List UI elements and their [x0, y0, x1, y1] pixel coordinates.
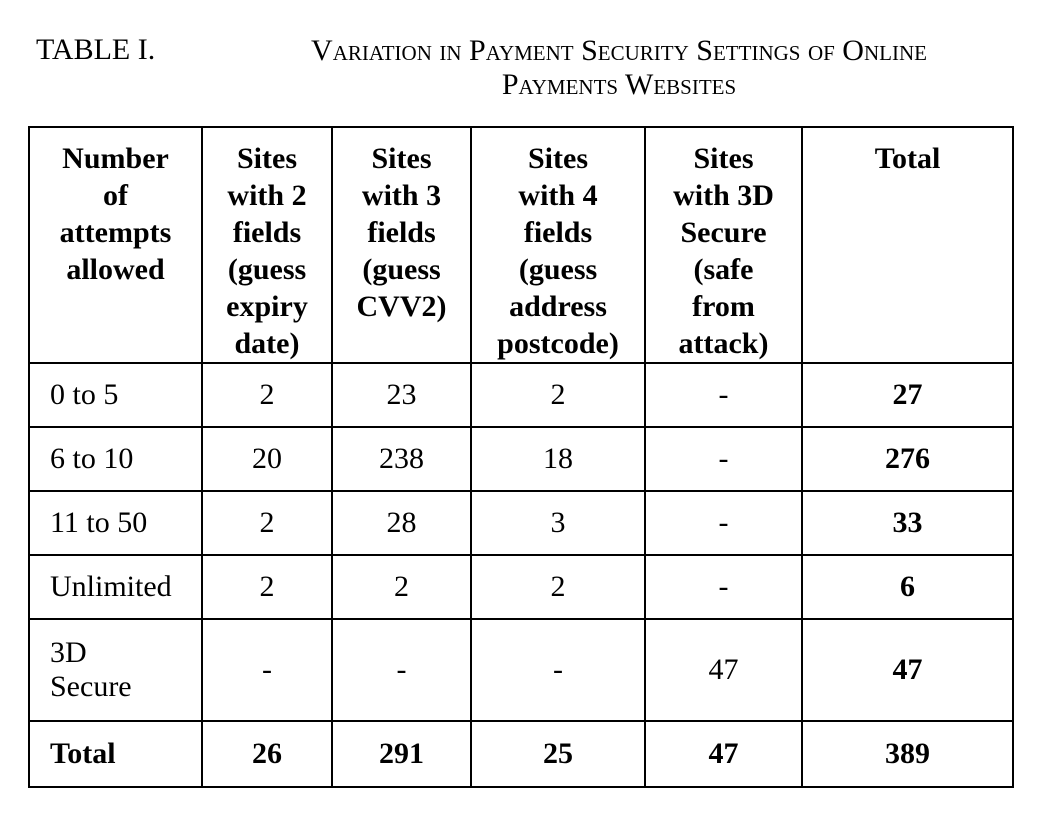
table-cell: 23	[332, 363, 471, 427]
table-row	[29, 427, 1013, 491]
row-label: Unlimited	[29, 555, 202, 619]
table-title	[236, 34, 1002, 102]
table-cell: 3	[471, 491, 645, 555]
row-label: 0 to 5	[29, 363, 202, 427]
table-cell: 2	[202, 363, 332, 427]
table-caption	[0, 0, 1049, 120]
table-row	[29, 491, 1013, 555]
table-cell: -	[471, 619, 645, 721]
table-label: TABLE I.	[36, 33, 156, 66]
total-row	[29, 721, 1013, 787]
table-cell: 238	[332, 427, 471, 491]
table-cell: 47	[645, 619, 802, 721]
row-total-cell: 6	[802, 555, 1013, 619]
table-cell: 2	[332, 555, 471, 619]
row-total-cell: 276	[802, 427, 1013, 491]
total-cell: 47	[645, 721, 802, 787]
table-cell: 2	[202, 555, 332, 619]
header-4-fields: Sites with 4 fields (guess address postcode)	[471, 127, 645, 363]
total-cell: 25	[471, 721, 645, 787]
header-attempts: Number of attempts allowed	[29, 127, 202, 363]
total-cell: 26	[202, 721, 332, 787]
header-3d-secure: Sites with 3D Secure (safe from attack)	[645, 127, 802, 363]
table-cell: -	[645, 427, 802, 491]
table-cell: 18	[471, 427, 645, 491]
table-cell: -	[645, 491, 802, 555]
table-cell: 2	[471, 555, 645, 619]
row-label: 3D Secure	[29, 619, 202, 721]
header-row	[29, 127, 1013, 363]
total-cell: 291	[332, 721, 471, 787]
row-total-cell: 27	[802, 363, 1013, 427]
grand-total-cell: 389	[802, 721, 1013, 787]
table-cell: -	[645, 363, 802, 427]
row-label: 11 to 50	[29, 491, 202, 555]
table-cell: 20	[202, 427, 332, 491]
table-cell: 2	[471, 363, 645, 427]
header-2-fields: Sites with 2 fields (guess expiry date)	[202, 127, 332, 363]
table-title-line: Variation in Payment Security Settings of Online	[311, 34, 927, 67]
table-row	[29, 363, 1013, 427]
table-cell: -	[202, 619, 332, 721]
row-label: 6 to 10	[29, 427, 202, 491]
table-cell: -	[332, 619, 471, 721]
table-row	[29, 555, 1013, 619]
header-3-fields: Sites with 3 fields (guess CVV2)	[332, 127, 471, 363]
row-total-cell: 47	[802, 619, 1013, 721]
total-row-label: Total	[29, 721, 202, 787]
table-row	[29, 619, 1013, 721]
table-cell: 2	[202, 491, 332, 555]
table-cell: 28	[332, 491, 471, 555]
row-total-cell: 33	[802, 491, 1013, 555]
table-cell: -	[645, 555, 802, 619]
payment-security-table	[28, 126, 1014, 788]
table-title-line: Payments Websites	[501, 68, 737, 101]
header-total: Total	[802, 127, 1013, 363]
